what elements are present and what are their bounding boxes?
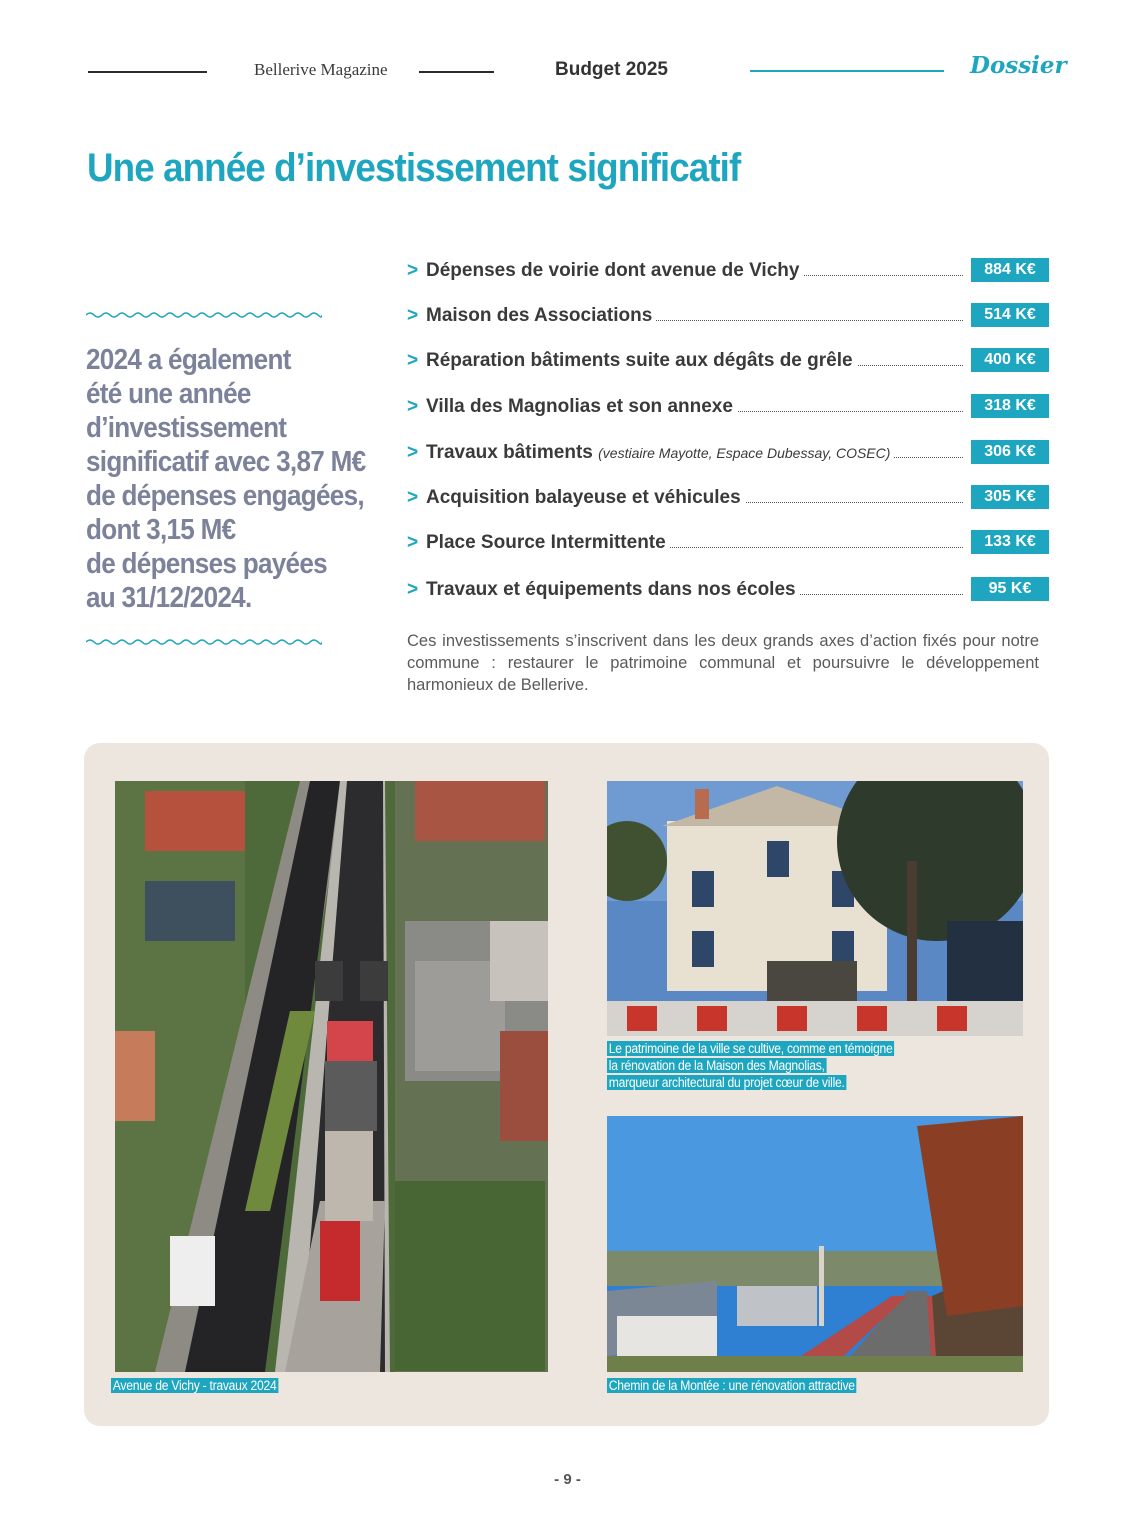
header-rule-mid bbox=[419, 71, 494, 73]
magazine-name: Bellerive Magazine bbox=[254, 60, 388, 79]
caption-line bbox=[607, 1057, 894, 1074]
quote-line: au 31/12/2024. bbox=[86, 582, 252, 614]
investment-row bbox=[407, 394, 1049, 420]
investment-row bbox=[407, 303, 1049, 329]
investment-row bbox=[407, 440, 1049, 466]
investment-label: Place Source Intermittente bbox=[426, 532, 670, 554]
issue-name: Budget 2025 bbox=[555, 59, 668, 80]
arrow-icon: > bbox=[407, 350, 419, 371]
quote-line: d’investissement bbox=[86, 412, 287, 444]
quote-line: de dépenses engagées, bbox=[86, 480, 364, 512]
caption-text: Chemin de la Montée : une rénovation attractive bbox=[608, 1378, 855, 1393]
arrow-icon: > bbox=[407, 396, 419, 417]
caption-maison-magnolias bbox=[607, 1040, 894, 1091]
quote-line: 2024 a également bbox=[86, 344, 291, 376]
caption-line bbox=[607, 1074, 894, 1091]
quote-line: dont 3,15 M€ bbox=[86, 514, 236, 546]
summary-paragraph: Ces investissements s’inscrivent dans les deux grands axes d’action fixés pour notre commune : restaurer le patrimoine communal et poursuivre le développement harmonieux de Bellerive. bbox=[407, 632, 1039, 694]
investment-value: 318 K€ bbox=[971, 394, 1049, 418]
caption-text: Le patrimoine de la ville se cultive, comme en témoigne bbox=[608, 1041, 893, 1056]
arrow-icon: > bbox=[407, 260, 419, 281]
arrow-icon: > bbox=[407, 442, 419, 463]
investment-value: 95 K€ bbox=[971, 577, 1049, 601]
investment-value: 305 K€ bbox=[971, 485, 1049, 509]
arrow-icon: > bbox=[407, 487, 419, 508]
investment-value: 400 K€ bbox=[971, 348, 1049, 372]
photo-maison-magnolias bbox=[607, 781, 1023, 1036]
page-number: - 9 - bbox=[554, 1471, 581, 1488]
investment-row bbox=[407, 348, 1049, 374]
caption-avenue-vichy bbox=[111, 1377, 278, 1394]
investment-value: 514 K€ bbox=[971, 303, 1049, 327]
photo-avenue-vichy bbox=[115, 781, 548, 1372]
quote-line: significatif avec 3,87 M€ bbox=[86, 446, 366, 478]
arrow-icon: > bbox=[407, 532, 419, 553]
page-title: Une année d’investissement significatif bbox=[87, 146, 741, 190]
caption-chemin-montee bbox=[607, 1377, 857, 1394]
wave-divider-bottom bbox=[86, 636, 322, 648]
investment-value: 884 K€ bbox=[971, 258, 1049, 282]
quote-line: de dépenses payées bbox=[86, 548, 327, 580]
caption-text: la rénovation de la Maison des Magnolias, bbox=[608, 1058, 825, 1073]
investment-label: Acquisition balayeuse et véhicules bbox=[426, 487, 745, 509]
caption-text: marqueur architectural du projet cœur de ville. bbox=[608, 1075, 845, 1090]
header-rule-left bbox=[88, 71, 207, 73]
investment-label bbox=[426, 442, 894, 464]
quote-line: été une année bbox=[86, 378, 251, 410]
section-label: Dossier bbox=[970, 52, 1067, 79]
photo-chemin-montee bbox=[607, 1116, 1023, 1372]
investment-value: 133 K€ bbox=[971, 530, 1049, 554]
caption-line bbox=[607, 1040, 894, 1057]
investment-label: Dépenses de voirie dont avenue de Vichy bbox=[426, 260, 803, 282]
investment-label: Maison des Associations bbox=[426, 305, 656, 327]
investment-row bbox=[407, 530, 1049, 556]
investment-row bbox=[407, 485, 1049, 511]
highlight-quote bbox=[86, 343, 366, 615]
arrow-icon: > bbox=[407, 305, 419, 326]
investment-value: 306 K€ bbox=[971, 440, 1049, 464]
investment-row bbox=[407, 577, 1049, 603]
investment-label: Travaux et équipements dans nos écoles bbox=[426, 579, 800, 601]
investment-label-text: Travaux bâtiments bbox=[426, 442, 593, 463]
wave-divider-top bbox=[86, 309, 322, 321]
arrow-icon: > bbox=[407, 579, 419, 600]
investment-label: Réparation bâtiments suite aux dégâts de grêle bbox=[426, 350, 857, 372]
investment-label: Villa des Magnolias et son annexe bbox=[426, 396, 737, 418]
investment-note: (vestiaire Mayotte, Espace Dubessay, COSEC) bbox=[598, 445, 891, 461]
caption-text: Avenue de Vichy - travaux 2024 bbox=[112, 1378, 277, 1393]
header-rule-right bbox=[750, 70, 944, 72]
investment-row bbox=[407, 258, 1049, 284]
